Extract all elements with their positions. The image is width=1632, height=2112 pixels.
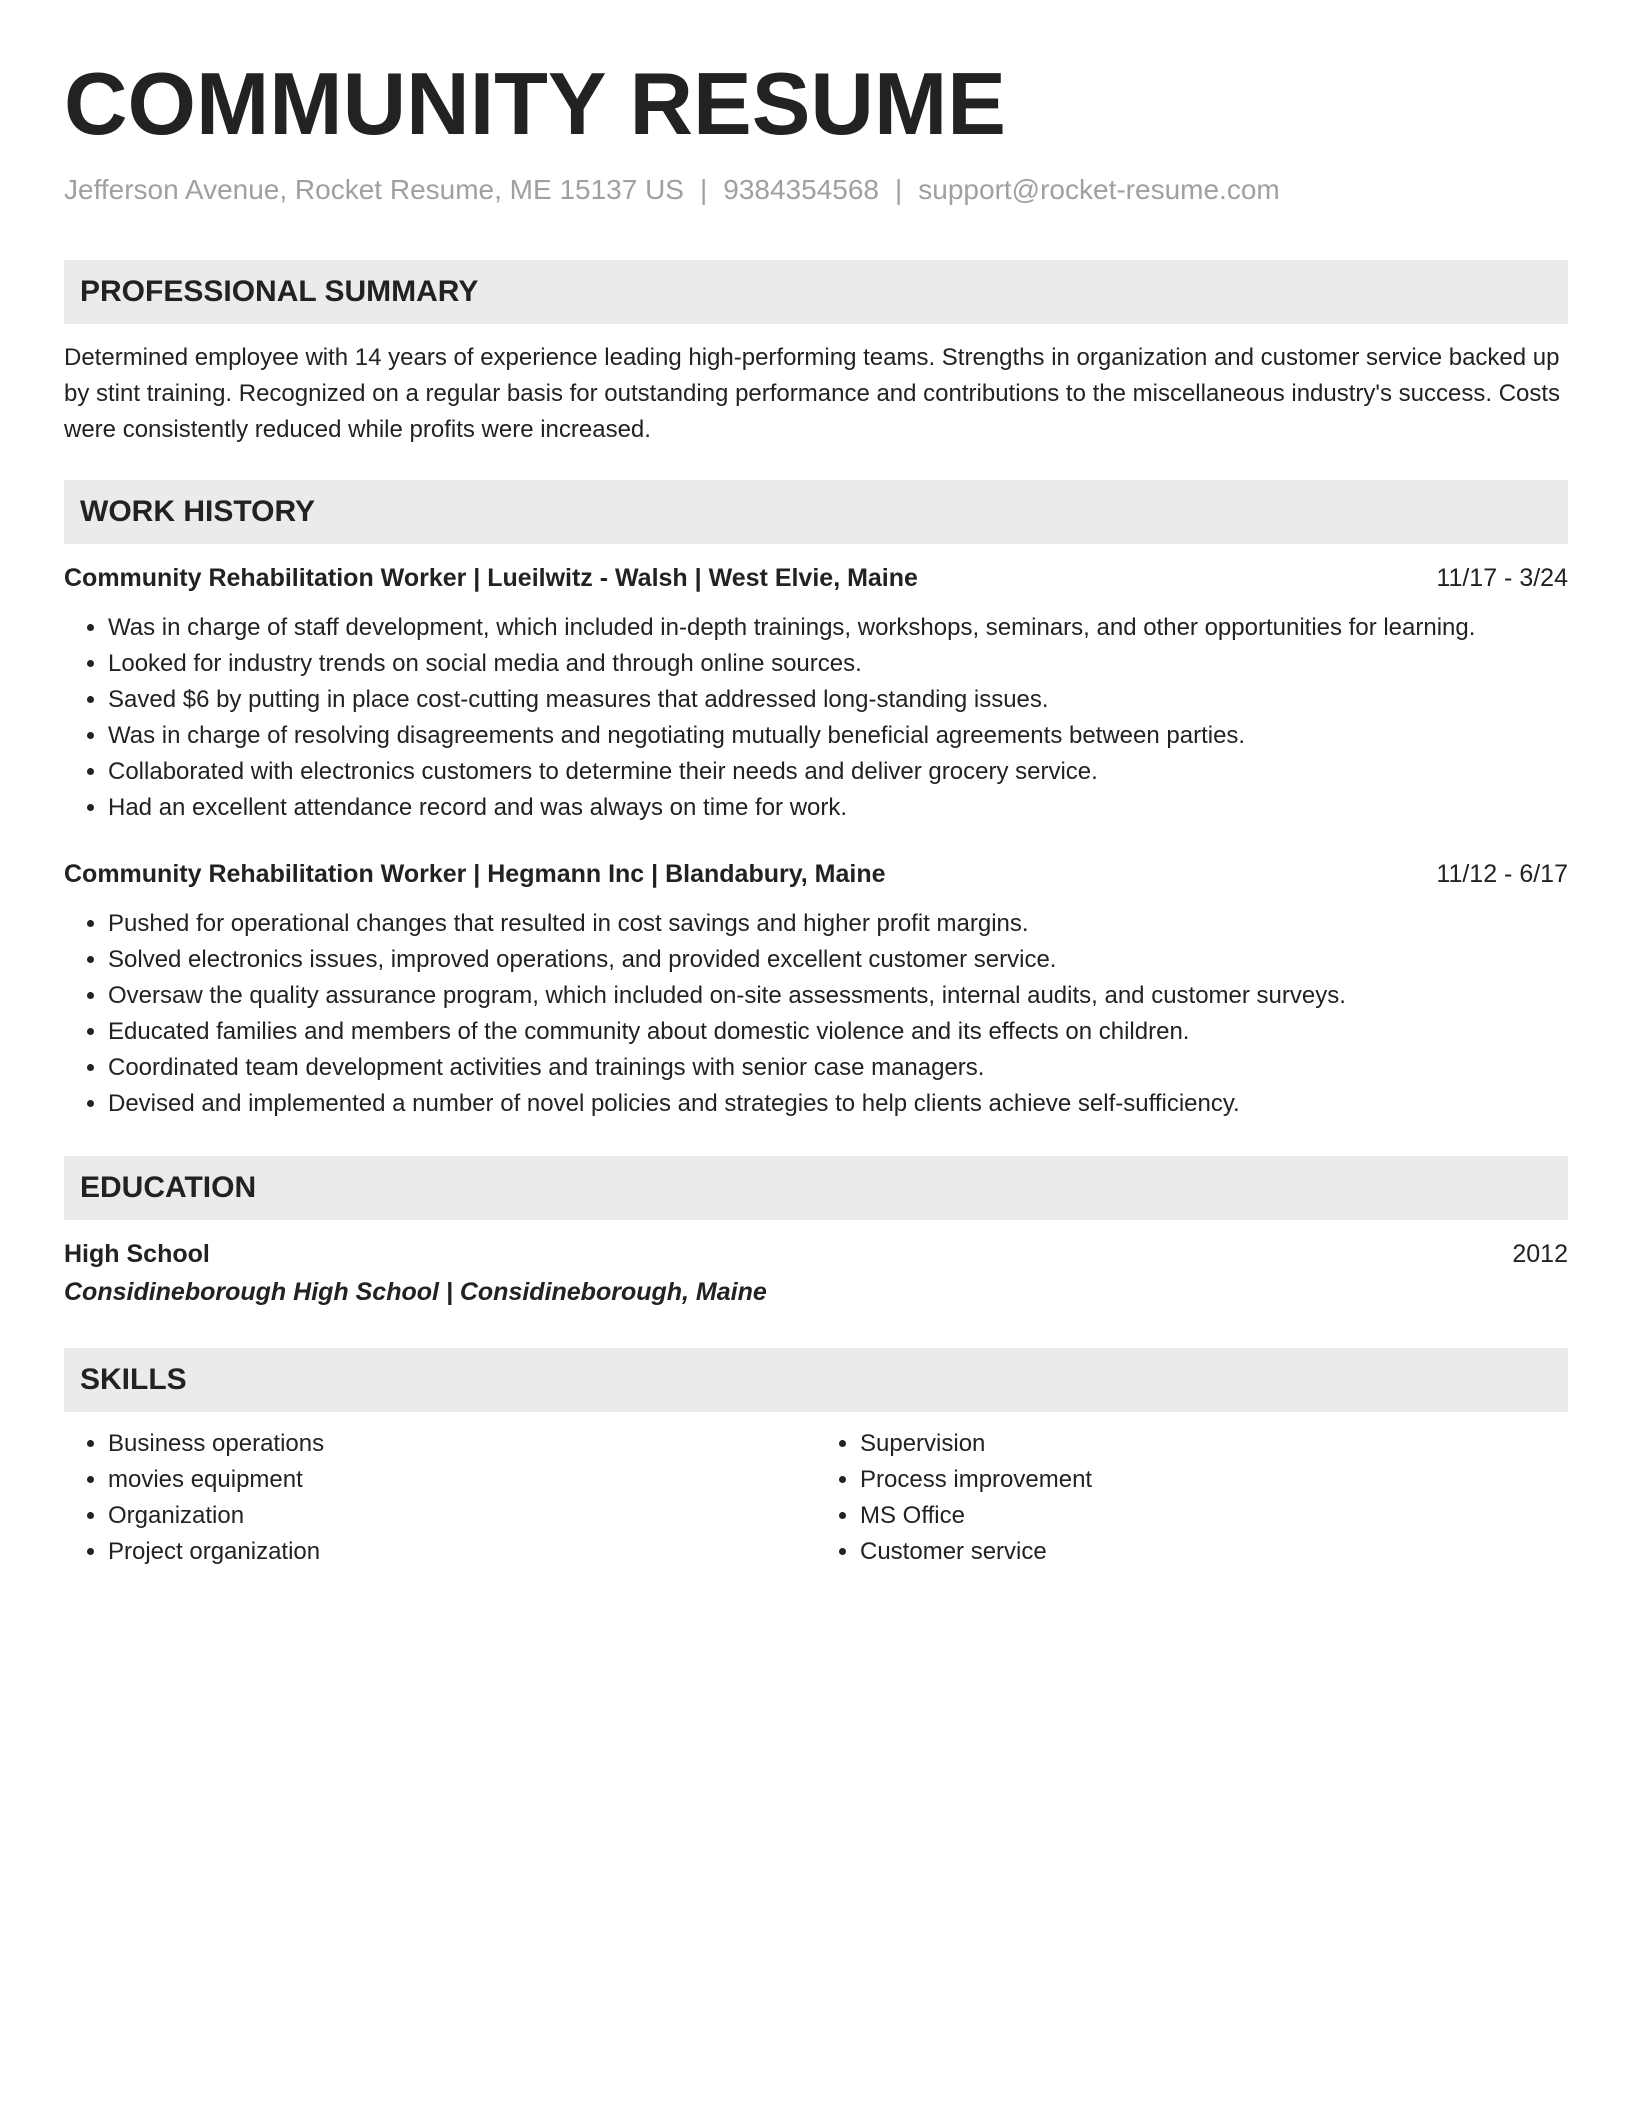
skill-item: • movies equipment [108, 1462, 816, 1498]
job-bullet: • Oversaw the quality assurance program, which included on-site assessments, internal audits, and customer surveys. [108, 978, 1568, 1014]
skill-item: • Organization [108, 1498, 816, 1534]
skill-item: • MS Office [860, 1498, 1568, 1534]
education-degree: High School [64, 1240, 210, 1268]
education-school: Considineborough High School | Considineborough, Maine [64, 1278, 767, 1306]
job-bullet: • Devised and implemented a number of novel policies and strategies to help clients achieve self-sufficiency. [108, 1086, 1568, 1122]
education-section [64, 1156, 1568, 1312]
job-bullet: • Was in charge of resolving disagreements and negotiating mutually beneficial agreements between parties. [108, 718, 1568, 754]
contact-address: Jefferson Avenue, Rocket Resume, ME 15137 US [64, 174, 684, 205]
job-bullet: • Pushed for operational changes that resulted in cost savings and higher profit margins. [108, 906, 1568, 942]
job-dates: 11/17 - 3/24 [1436, 564, 1568, 592]
education-year: 2012 [1512, 1240, 1568, 1268]
job-bullet: • Saved $6 by putting in place cost-cutting measures that addressed long-standing issues. [108, 682, 1568, 718]
professional-summary-section [64, 260, 1568, 448]
contact-line [64, 172, 1568, 208]
skill-item: • Business operations [108, 1426, 816, 1462]
skills-column-right [816, 1426, 1568, 1570]
resume-name: COMMUNITY RESUME [64, 54, 1006, 153]
job-dates: 11/12 - 6/17 [1436, 860, 1568, 888]
section-heading-work: WORK HISTORY [64, 480, 1568, 544]
job-bullet: • Educated families and members of the community about domestic violence and its effects on children. [108, 1014, 1568, 1050]
section-heading-skills: SKILLS [64, 1348, 1568, 1412]
section-heading-summary: PROFESSIONAL SUMMARY [64, 260, 1568, 324]
contact-separator: | [699, 174, 708, 205]
job-bullet: • Coordinated team development activities and trainings with senior case managers. [108, 1050, 1568, 1086]
work-history-section [64, 480, 1568, 1122]
skills-section [64, 1348, 1568, 1570]
job-entry [64, 856, 1568, 1122]
skill-item: • Process improvement [860, 1462, 1568, 1498]
contact-phone: 9384354568 [723, 174, 879, 205]
skills-list [64, 1426, 816, 1570]
job-bullets [64, 610, 1568, 826]
job-header [64, 560, 1568, 596]
job-title: Community Rehabilitation Worker | Hegmann Inc | Blandabury, Maine [64, 860, 886, 888]
job-bullet: • Looked for industry trends on social media and through online sources. [108, 646, 1568, 682]
job-title: Community Rehabilitation Worker | Lueilwitz - Walsh | West Elvie, Maine [64, 564, 918, 592]
job-bullets [64, 906, 1568, 1122]
skill-item: • Supervision [860, 1426, 1568, 1462]
skill-item: • Project organization [108, 1534, 816, 1570]
job-entry [64, 560, 1568, 826]
summary-text: Determined employee with 14 years of experience leading high-performing teams. Strengths in organization and customer service backed up by stint training. Recognized on a regular basis for outstanding performance and contributions to the miscellaneous industry's success. Costs were consistently reduced while profits were increased. [64, 344, 1561, 443]
job-bullet: • Had an excellent attendance record and was always on time for work. [108, 790, 1568, 826]
job-header [64, 856, 1568, 892]
contact-email: support@rocket-resume.com [918, 174, 1280, 205]
contact-separator: | [895, 174, 903, 205]
skills-grid [64, 1426, 1568, 1570]
skills-list [816, 1426, 1568, 1570]
job-bullet: • Collaborated with electronics customers to determine their needs and deliver grocery service. [108, 754, 1568, 790]
job-bullet: • Solved electronics issues, improved operations, and provided excellent customer service. [108, 942, 1568, 978]
skills-column-left [64, 1426, 816, 1570]
job-bullet: • Was in charge of staff development, which included in-depth trainings, workshops, seminars, and other opportunities for learning. [108, 610, 1568, 646]
education-header [64, 1236, 1568, 1272]
skill-item: • Customer service [860, 1534, 1568, 1570]
section-heading-education: EDUCATION [64, 1156, 1568, 1220]
